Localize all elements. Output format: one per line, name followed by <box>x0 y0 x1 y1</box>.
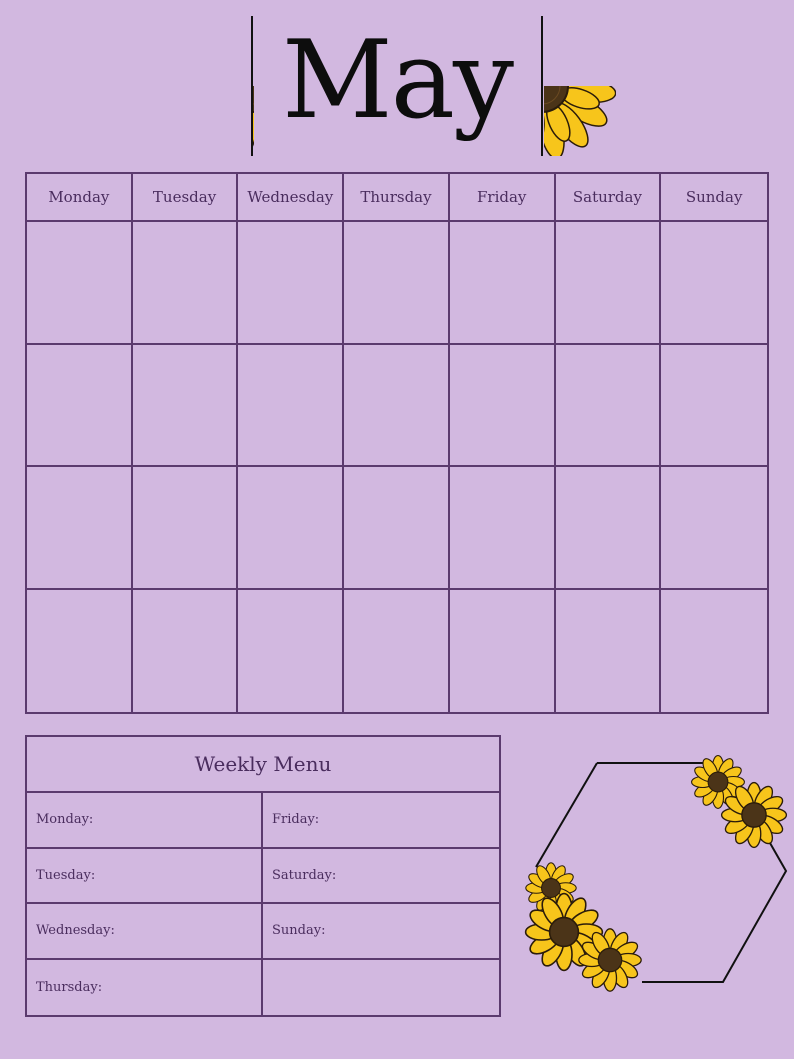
calendar-cell[interactable] <box>27 590 133 713</box>
day-header-sunday: Sunday <box>661 174 767 222</box>
page-title: May <box>282 18 512 143</box>
menu-entry-empty[interactable] <box>263 960 499 1016</box>
calendar-cell[interactable] <box>238 467 344 590</box>
day-header-tuesday: Tuesday <box>133 174 239 222</box>
day-header-thursday: Thursday <box>344 174 450 222</box>
calendar-cell[interactable] <box>133 590 239 713</box>
calendar-cell[interactable] <box>450 467 556 590</box>
calendar-cell[interactable] <box>450 590 556 713</box>
calendar-cell[interactable] <box>133 345 239 468</box>
calendar-cell[interactable] <box>661 467 767 590</box>
day-header-monday: Monday <box>27 174 133 222</box>
menu-entry-monday[interactable]: Monday: <box>27 793 263 849</box>
calendar-cell[interactable] <box>27 467 133 590</box>
calendar-cell[interactable] <box>450 345 556 468</box>
sunflower-icon <box>540 16 616 156</box>
calendar-cell[interactable] <box>556 345 662 468</box>
calendar-cell[interactable] <box>661 222 767 345</box>
calendar-cell[interactable] <box>556 222 662 345</box>
calendar-cell[interactable] <box>450 222 556 345</box>
day-header-saturday: Saturday <box>556 174 662 222</box>
calendar-cell[interactable] <box>238 590 344 713</box>
weekly-menu-title: Weekly Menu <box>27 737 499 793</box>
menu-entry-friday[interactable]: Friday: <box>263 793 499 849</box>
menu-entry-saturday[interactable]: Saturday: <box>263 849 499 905</box>
calendar-cell[interactable] <box>661 590 767 713</box>
calendar-cell[interactable] <box>344 222 450 345</box>
calendar-cell[interactable] <box>344 345 450 468</box>
calendar-cell[interactable] <box>238 345 344 468</box>
weekly-menu <box>25 735 501 1017</box>
day-header-wednesday: Wednesday <box>238 174 344 222</box>
calendar-cell[interactable] <box>133 467 239 590</box>
calendar-cell[interactable] <box>133 222 239 345</box>
calendar-cell[interactable] <box>556 590 662 713</box>
calendar-grid <box>25 172 769 714</box>
sunflower-hexagon-frame <box>520 755 792 995</box>
calendar-cell[interactable] <box>344 467 450 590</box>
calendar-cell[interactable] <box>661 345 767 468</box>
calendar-cell[interactable] <box>344 590 450 713</box>
calendar-cell[interactable] <box>556 467 662 590</box>
menu-entry-wednesday[interactable]: Wednesday: <box>27 904 263 960</box>
sunflower-icon <box>178 16 254 156</box>
calendar-cell[interactable] <box>238 222 344 345</box>
calendar-cell[interactable] <box>27 345 133 468</box>
header <box>0 0 794 165</box>
day-header-friday: Friday <box>450 174 556 222</box>
menu-entry-sunday[interactable]: Sunday: <box>263 904 499 960</box>
menu-entry-tuesday[interactable]: Tuesday: <box>27 849 263 905</box>
menu-entry-thursday[interactable]: Thursday: <box>27 960 263 1016</box>
calendar-cell[interactable] <box>27 222 133 345</box>
